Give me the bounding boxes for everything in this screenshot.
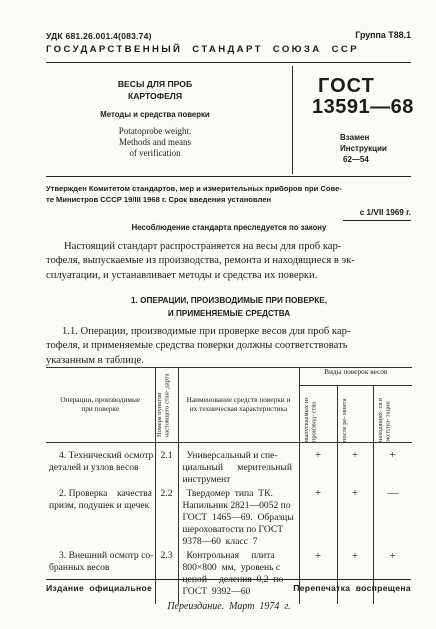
row-means-cont: 9378—60 класс 7 — [182, 535, 258, 547]
row-mark-service: + — [389, 550, 396, 563]
replaces-line1: Взамен — [340, 133, 370, 142]
row-means-cont: ГОСТ 9392—60 — [182, 585, 251, 597]
date-underline — [343, 220, 411, 221]
header-kinds: Виды поверок весов — [299, 368, 412, 386]
row-mark-service: — — [387, 487, 399, 500]
title-divider — [292, 66, 293, 174]
law-warning: Несоблюдение стандарта преследуется по закону — [131, 223, 327, 232]
row-mark-repair: + — [351, 550, 359, 563]
row-mark-service: + — [389, 449, 396, 461]
replaces-line3: 62—54 — [343, 155, 369, 164]
row-operation: 4. Технический осмотр — [59, 450, 154, 461]
row-means-cont: Напильник 2821—0052 по — [182, 500, 291, 512]
title-ru-line1: ВЕСЫ ДЛЯ ПРОБ — [117, 79, 193, 89]
header-means: Наименование средств поверки и их техническая характеристика — [178, 368, 299, 443]
section-line1: 1.1. Операции, производимые при проверке весов для проб кар- — [62, 326, 351, 337]
title-en-line1: Potatoprobe weight. — [118, 126, 192, 136]
row-clause: 2.2 — [160, 488, 173, 500]
row-operation-cont: бранных весов — [49, 562, 110, 574]
row-mark-repair: + — [351, 449, 359, 461]
section-line3: указанным в таблице. — [46, 354, 144, 366]
table-row — [46, 485, 412, 547]
header-kind-service: находящих- ся в эксплуа- тации — [373, 386, 412, 443]
table-row — [46, 443, 412, 486]
group-code: Группа Т88.1 — [355, 30, 411, 40]
row-means-cont: ценой деления 0,2 по — [182, 573, 284, 585]
title-ru-line2: КАРТОФЕЛЯ — [127, 91, 183, 101]
header-kind-new: выпускаемых из производ- ства — [299, 386, 337, 443]
intro-paragraph — [46, 240, 412, 283]
title-en-line2: Methods and means — [119, 137, 191, 147]
effective-date: с 1/VII 1969 г. — [359, 208, 411, 217]
intro-line3: сплуатации, и устанавливает методы и средства их поверки. — [46, 269, 318, 281]
section-line2: тофеля, и применяемые средства поверки должны соответствовать — [46, 340, 348, 352]
section-heading-line1: 1. ОПЕРАЦИИ, ПРОИЗВОДИМЫЕ ПРИ ПОВЕРКЕ, — [131, 296, 327, 305]
reissue-note: Переиздание. Март 1974 г. — [167, 601, 291, 612]
gost-label: ГОСТ — [318, 75, 375, 97]
title-ru-subtitle: Методы и средства поверки — [100, 110, 210, 119]
reprint-forbidden: Перепечатка воспрещена — [293, 583, 411, 593]
section-heading-line2: И ПРИМЕНЯЕМЫЕ СРЕДСТВА — [167, 309, 291, 318]
row-means-cont: ГОСТ 1465—69. Образцы — [182, 511, 294, 523]
row-operation-cont: деталей и узлов весов — [49, 461, 139, 473]
udk-code: УДК 681.26.001.4(083.74) — [46, 31, 152, 41]
header-clause: Номера пунктов настоящего стан- дарта — [155, 368, 178, 443]
gost-number: 13591—68 — [312, 96, 414, 118]
row-clause: 2.1 — [160, 450, 173, 461]
row-operation: 2. Проверка качества — [59, 488, 152, 500]
official-edition: Издание официальное — [46, 583, 153, 593]
header-kind-repair: после ре- монта — [337, 386, 373, 443]
intro-line1: Настоящий стандарт распространяется на весы для проб кар- — [64, 241, 342, 252]
row-means-cont: инструмент — [182, 473, 231, 485]
row-mark-new: + — [314, 550, 322, 563]
row-mark-new: + — [314, 487, 322, 500]
approval-line1: Утвержден Комитетом стандартов, мер и измерительных приборов при Сове- — [46, 184, 342, 193]
row-means-cont: 800×800 мм, уровень с — [182, 562, 281, 574]
row-mark-repair: + — [351, 487, 359, 500]
title-rule — [46, 176, 411, 177]
standard-banner: ГОСУДАРСТВЕННЫЙ СТАНДАРТ СОЮЗА ССР — [46, 44, 359, 55]
table-row — [46, 547, 412, 603]
row-mark-new: + — [314, 449, 322, 461]
approval-line2: те Министров СССР 19/III 1968 г. Срок введения установлен — [46, 195, 272, 204]
title-en-line3: of verification — [129, 148, 181, 158]
row-means: Контрольная плита — [186, 550, 275, 562]
header-rule — [46, 62, 411, 63]
row-means-cont: шероховатости по ГОСТ — [182, 523, 284, 535]
row-operation: 3. Внешний осмотр со- — [59, 550, 154, 562]
row-means-cont: циальный мерительный — [182, 461, 292, 473]
row-means: Твердомер типа ТК. — [186, 488, 273, 500]
section-paragraph — [46, 325, 412, 368]
replaces-line2: Инструкции — [340, 144, 387, 153]
verification-table — [46, 367, 412, 604]
footer-rule — [46, 579, 411, 580]
intro-line2: тофеля, выпускаемые из производства, ремонта и находящиеся в эк- — [46, 255, 355, 267]
row-clause: 2.3 — [160, 550, 173, 562]
row-means: Универсальный и спе- — [186, 450, 278, 461]
header-operation: Операции, производимые при поверке — [46, 368, 155, 443]
row-operation-cont: призм, подушек и щечек — [49, 500, 150, 512]
